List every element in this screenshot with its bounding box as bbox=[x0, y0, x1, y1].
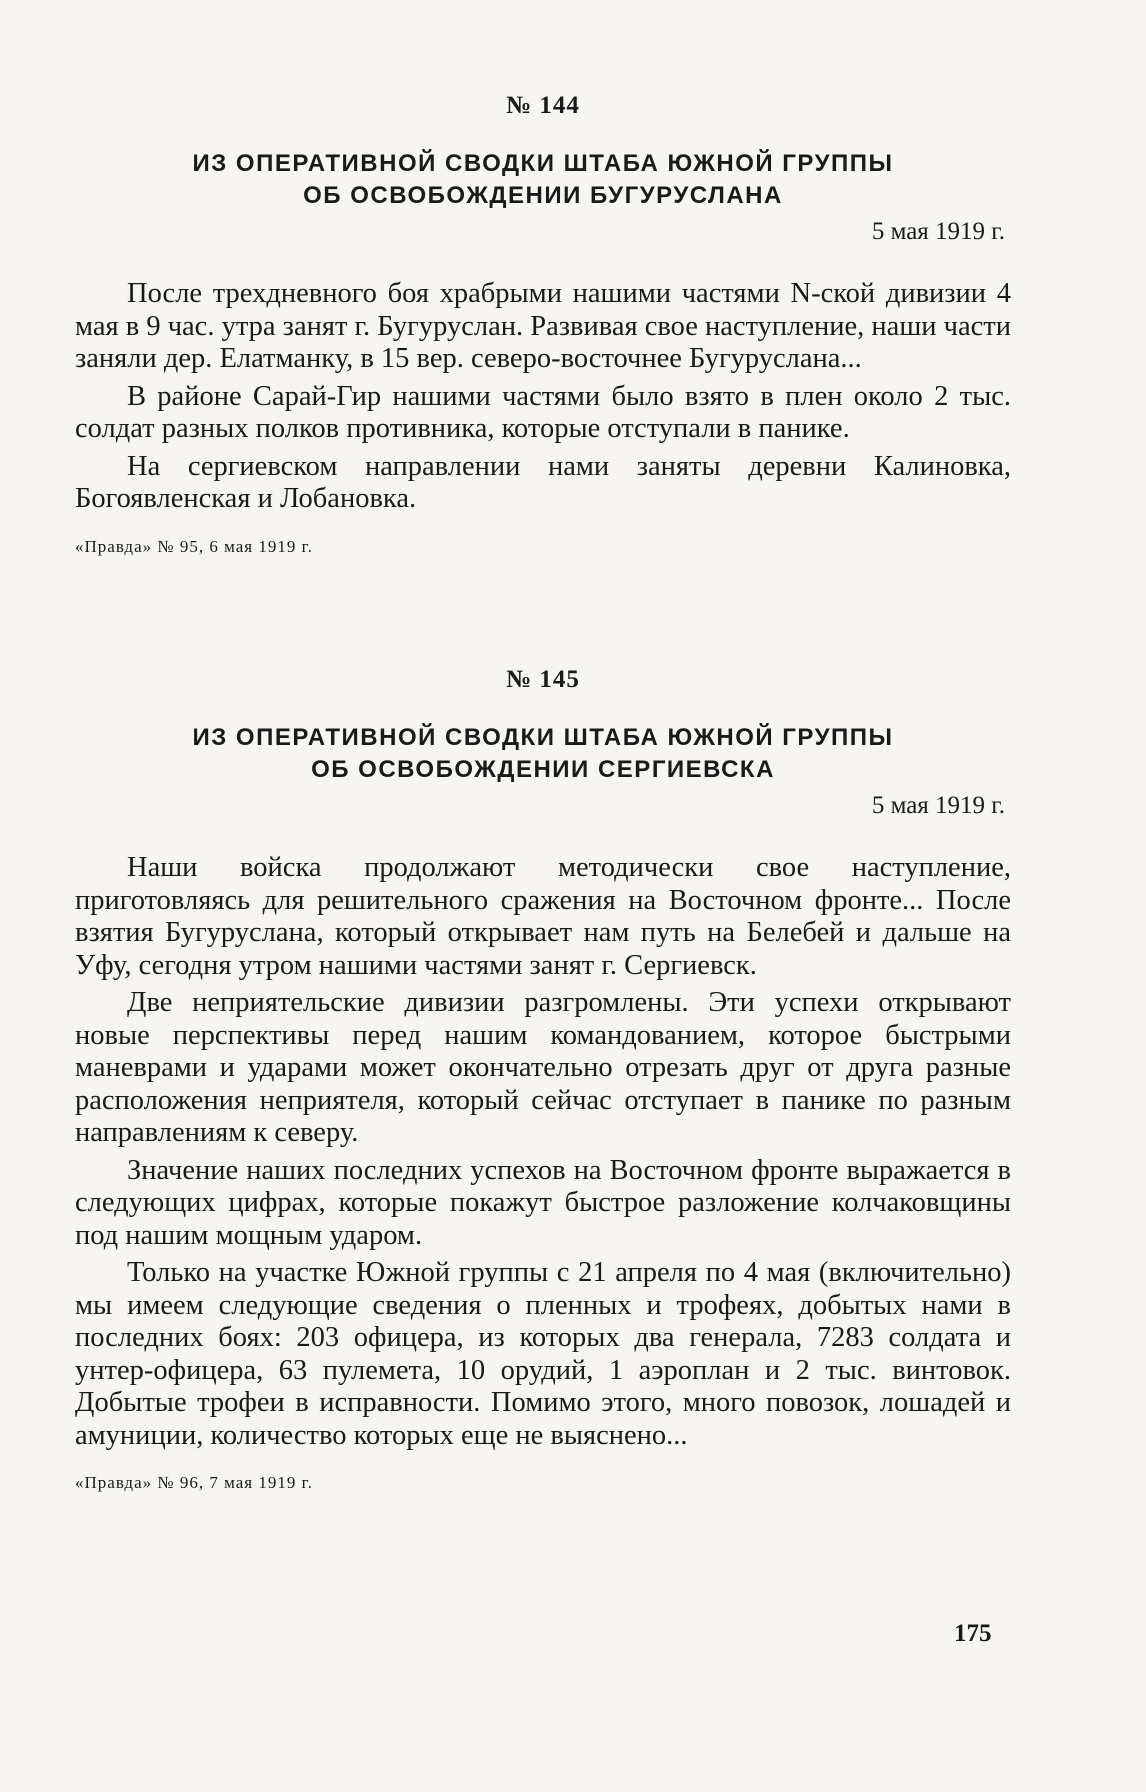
page-number: 175 bbox=[954, 1620, 992, 1647]
paragraph: В районе Сарай-Гир нашими частями было взято в плен около 2 тыс. солдат разных полков противника, которые отступали в панике. bbox=[75, 380, 1011, 444]
document-date: 5 мая 1919 г. bbox=[871, 792, 1005, 819]
document-144 bbox=[75, 92, 1011, 558]
document-title-line-2: ОБ ОСВОБОЖДЕНИИ БУГУРУСЛАНА bbox=[303, 182, 783, 209]
source-citation: «Правда» № 96, 7 мая 1919 г. bbox=[75, 1473, 313, 1492]
document-title-line-1: ИЗ ОПЕРАТИВНОЙ СВОДКИ ШТАБА ЮЖНОЙ ГРУППЫ bbox=[192, 150, 894, 177]
document-title-line-2: ОБ ОСВОБОЖДЕНИИ СЕРГИЕВСКА bbox=[311, 756, 775, 783]
paragraph: Значение наших последних успехов на Восточном фронте выражается в следующих цифрах, которые покажут быстрое разложение колчаковщины под нашим мощным ударом. bbox=[75, 1154, 1011, 1251]
source-citation: «Правда» № 95, 6 мая 1919 г. bbox=[75, 536, 313, 556]
paragraph: После трехдневного боя храбрыми нашими частями N-ской дивизии 4 мая в 9 час. утра занят г. Бугуруслан. Развивая свое наступление, наши части заняли дер. Елатманку, в 15 вер. северо-восточнее Бугуруслана... bbox=[75, 278, 1011, 374]
document-title-line-1: ИЗ ОПЕРАТИВНОЙ СВОДКИ ШТАБА ЮЖНОЙ ГРУППЫ bbox=[192, 724, 894, 751]
document-145 bbox=[75, 666, 1011, 1494]
paragraph: Наши войска продолжают методически свое наступление, приготовляясь для решительного сражения на Восточном фронте... После взятия Бугуруслана, который открывает нам путь на Белебей и дальше на Уфу, сегодня утром нашими частями занят г. Сергиевск. bbox=[75, 852, 1011, 981]
paragraph: Две неприятельские дивизии разгромлены. Эти успехи открывают новые перспективы перед нашим командованием, которое быстрыми маневрами и ударами может окончательно отрезать друг от друга разные расположения неприятеля, который сейчас отступает в панике по разным направлениям к северу. bbox=[75, 987, 1011, 1148]
paragraph: Только на участке Южной группы с 21 апреля по 4 мая (включительно) мы имеем следующие сведения о пленных и трофеях, добытых нами в последних боях: 203 офицера, из которых два генерала, 7283 солдата и унтер-офицера, 63 пулемета, 10 орудий, 1 аэроплан и 2 тыс. винтовок. Добытые трофеи в исправности. Помимо этого, много повозок, лошадей и амуниции, количество которых еще не выяснено... bbox=[75, 1257, 1011, 1451]
document-date: 5 мая 1919 г. bbox=[871, 218, 1005, 245]
document-number: № 145 bbox=[506, 666, 580, 693]
paragraph: На сергиевском направлении нами заняты деревни Калиновка, Богоявленская и Лобановка. bbox=[75, 450, 1011, 514]
document-number: № 144 bbox=[506, 92, 580, 119]
